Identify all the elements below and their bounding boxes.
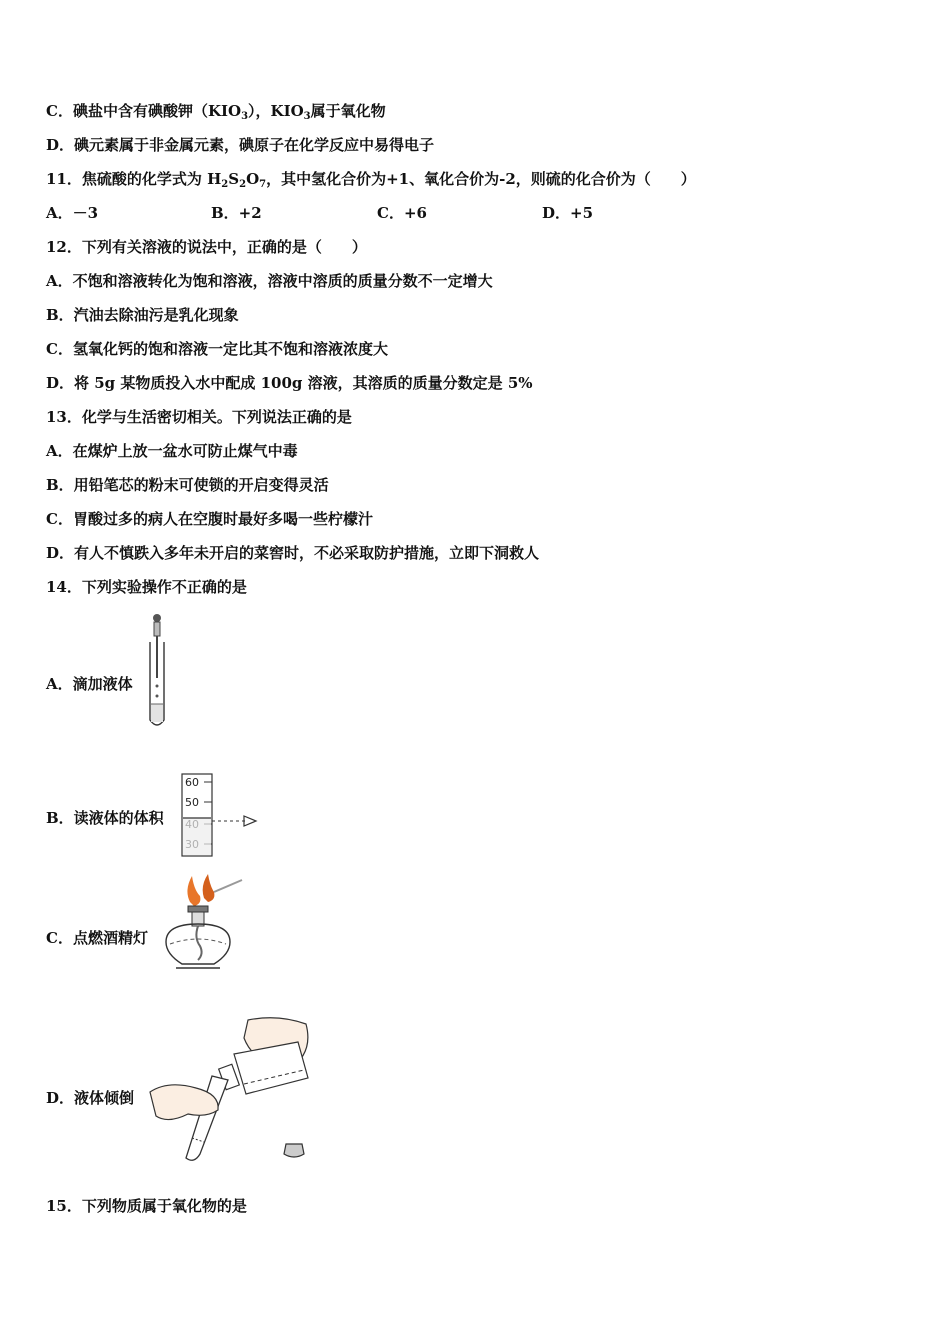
q14-option-b: B．读液体的体积 <box>46 809 164 827</box>
q14-option-c: C．点燃酒精灯 <box>46 929 148 947</box>
q15-stem: 15．下列物质属于氧化物的是 <box>46 1197 247 1215</box>
q10-option-d: D．碘元素属于非金属元素，碘原子在化学反应中易得电子 <box>46 136 435 154</box>
cylinder-tick-50: 50 <box>185 796 199 809</box>
q13-stem: 13．化学与生活密切相关。下列说法正确的是 <box>46 408 352 426</box>
q12-option-c: C．氢氧化钙的饱和溶液一定比其不饱和溶液浓度大 <box>46 340 388 358</box>
q10-option-c: C．碘盐中含有碘酸钾$(KIO_3)$，$KIO_3$属于氧化物 <box>46 102 386 122</box>
q12-option-b: B．汽油去除油污是乳化现象 <box>46 306 239 324</box>
q13-option-b: B．用铅笔芯的粉末可使锁的开启变得灵活 <box>46 476 329 494</box>
q11-option-b: B．+2 <box>211 204 262 222</box>
q13-option-c: C．胃酸过多的病人在空腹时最好多喝一些柠檬汁 <box>46 510 373 528</box>
q14-option-d: D．液体倾倒 <box>46 1089 135 1107</box>
q11-stem: 11．焦硫酸的化学式为 $H_2S_2O_7$，其中氢化合价为+1、氧化合价为-2，则硫的化合价为（ ） <box>46 170 696 190</box>
graduated-cylinder-figure <box>176 772 260 858</box>
q13-option-a: A．在煤炉上放一盆水可防止煤气中毒 <box>46 442 298 460</box>
bottle-stopper-icon <box>284 1144 304 1157</box>
alcohol-lamp-figure <box>158 872 248 978</box>
cylinder-tick-60: 60 <box>185 776 199 789</box>
liquid-pouring-figure <box>148 1014 314 1164</box>
q12-option-a: A．不饱和溶液转化为饱和溶液，溶液中溶质的质量分数不一定增大 <box>46 272 493 290</box>
eye-icon <box>244 816 256 826</box>
q11-option-a: A．－3 <box>46 204 99 222</box>
q14-option-a: A．滴加液体 <box>46 675 133 693</box>
q14-stem: 14．下列实验操作不正确的是 <box>46 578 247 596</box>
dropper-test-tube-figure <box>140 612 180 734</box>
q11-option-c: C．+6 <box>377 204 427 222</box>
q11-option-d: D．+5 <box>542 204 594 222</box>
q12-option-d: D．将 5g 某物质投入水中配成 100g 溶液，其溶质的质量分数定是 5% <box>46 374 533 392</box>
q12-stem: 12．下列有关溶液的说法中，正确的是（ ） <box>46 238 367 256</box>
q13-option-d: D．有人不慎跌入多年未开启的菜窖时，不必采取防护措施，立即下洞救人 <box>46 544 540 562</box>
